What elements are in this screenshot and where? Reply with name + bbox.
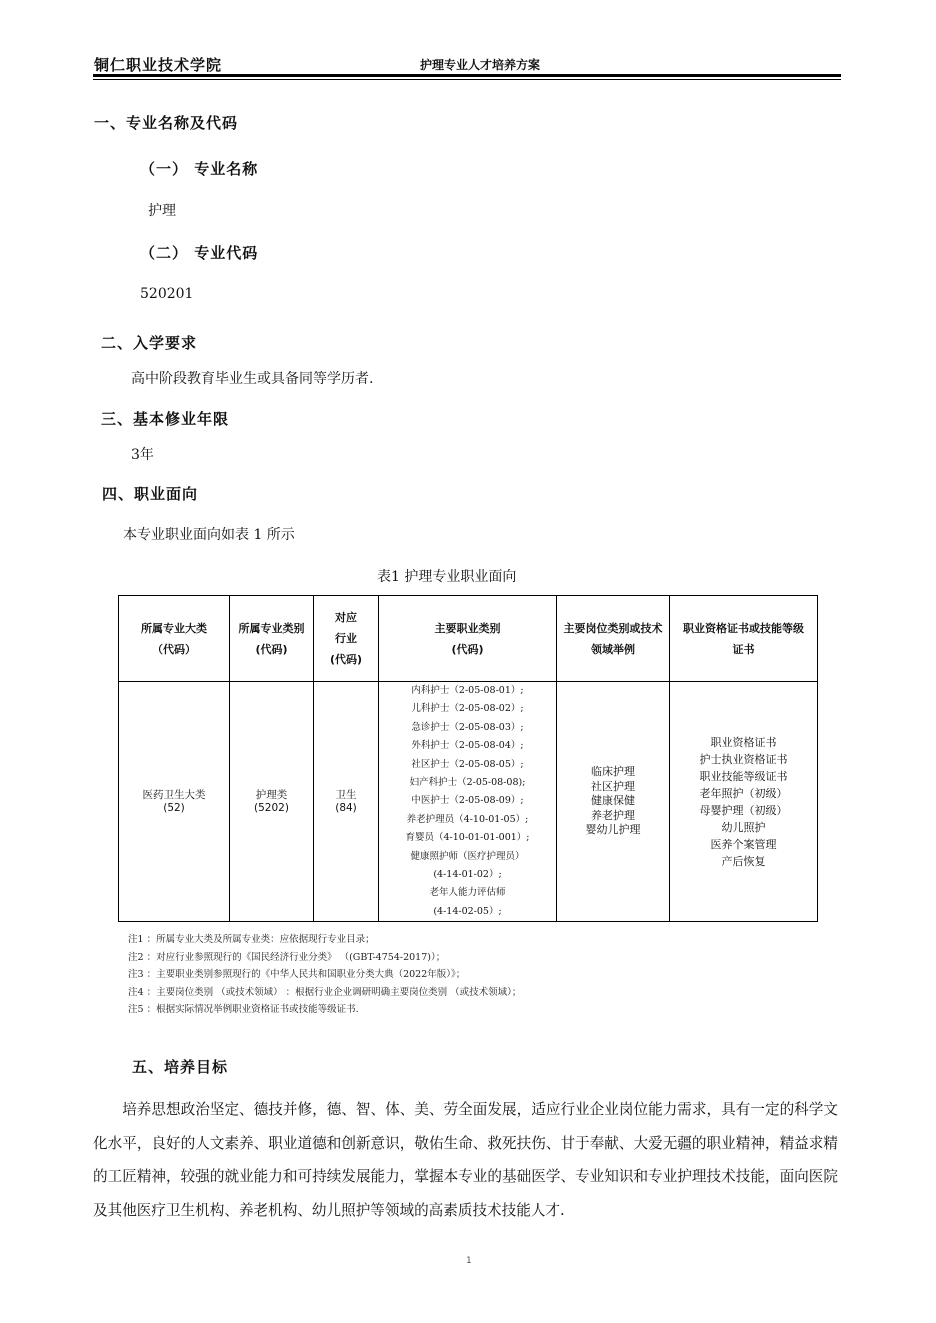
table-header-row [119, 596, 818, 682]
training-goal-paragraph: 培养思想政治坚定、德技并修，德、智、体、美、劳全面发展，适应行业企业岗位能力需求，具有一定的科学文化水平，良好的人文素养、职业道德和创新意识，敬佑生命、救死扶伤、甘于奉献、大爱无疆的职业精神，精益求精的工匠精神，较强的就业能力和可持续发展能力，掌握本专业的基础医学、专业知识和专业护理技术技能，面向医院及其他医疗卫生机构、养老机构、幼儿照护等领域的高素质技术技能人才. [93, 1101, 838, 1219]
cell-certificates: 职业资格证书 护士执业资格证书 职业技能等级证书 老年照护（初级） 母婴护理（初级） 幼儿照护 医养个案管理 产后恢复 [670, 682, 818, 922]
cell-category: 医药卫生大类 (52) [119, 682, 230, 922]
header-rule-thin [93, 79, 841, 80]
note-1: 注1 ：所属专业大类及所属专业类：应依据现行专业目录； [128, 934, 375, 945]
occupation-table [118, 595, 818, 922]
table-caption: 表1 护理专业职业面向 [377, 569, 517, 585]
table-row [119, 682, 818, 922]
col-header-industry: 对应 行业 (代码) [314, 596, 379, 682]
page-number: 1 [466, 1256, 472, 1266]
col-header-occupations: 主要职业类别 (代码) [379, 596, 557, 682]
table-intro: 本专业职业面向如表 1 所示 [123, 527, 295, 543]
header-doc-title: 护理专业人才培养方案 [420, 58, 541, 72]
header-school-name: 铜仁职业技术学院 [94, 56, 223, 74]
note-2: 注2 ：对应行业参照现行的《国民经济行业分类》 （(GBT-4754-2017)）； [128, 951, 446, 963]
table-notes [128, 931, 521, 1019]
note-5: 注5 ：根据实际情况举例职业资格证书或技能等级证书. [128, 1004, 359, 1016]
subsection-1-heading: （一） 专业名称 [140, 160, 259, 178]
section-5-heading: 五、培养目标 [132, 1058, 229, 1076]
subsection-2-heading: （二） 专业代码 [140, 244, 259, 262]
study-duration: 3年 [131, 447, 154, 463]
cell-subcategory: 护理类 (5202) [230, 682, 314, 922]
major-name: 护理 [148, 203, 176, 219]
col-header-subcategory: 所属专业类别 (代码) [230, 596, 314, 682]
admission-requirement: 高中阶段教育毕业生或具备同等学历者. [131, 371, 374, 387]
cell-occupations: 内科护士（2-05-08-01）; 儿科护士（2-05-08-02）; 急诊护士（2-05-08-03）; 外科护士（2-05-08-04）; 社区护士（2-05-08-05）; 妇产科护士（2-05-08-08); 中医护士（2-05-08-09）; 养老护理员（4-10-01-05）; 育婴员（4-10-01-01-001）; 健康照护师（医疗护理员） (4-14-01-02）; 老年人能力评估师 (4-14-02-05）; [379, 682, 557, 922]
col-header-certificates: 职业资格证书或技能等级 证书 [670, 596, 818, 682]
header-rule-thick [93, 74, 841, 77]
major-code: 520201 [140, 286, 194, 302]
note-3: 注3 ：主要职业类别参照现行的《中华人民共和国职业分类大典（2022年版）》； [128, 969, 466, 981]
cell-industry: 卫生 (84) [314, 682, 379, 922]
note-4: 注4 ：主要岗位类别 （或技术领域） ：根据行业企业调研明确主要岗位类别 （或技术领域）； [128, 986, 522, 998]
section-4-heading: 四、职业面向 [102, 485, 199, 503]
section-1-heading: 一、专业名称及代码 [94, 114, 239, 132]
section-3-heading: 三、基本修业年限 [101, 410, 230, 428]
section-2-heading: 二、入学要求 [101, 334, 198, 352]
cell-posts: 临床护理 社区护理 健康保健 养老护理 婴幼儿护理 [557, 682, 670, 922]
col-header-category: 所属专业大类 （代码） [119, 596, 230, 682]
col-header-posts: 主要岗位类别或技术 领域举例 [557, 596, 670, 682]
